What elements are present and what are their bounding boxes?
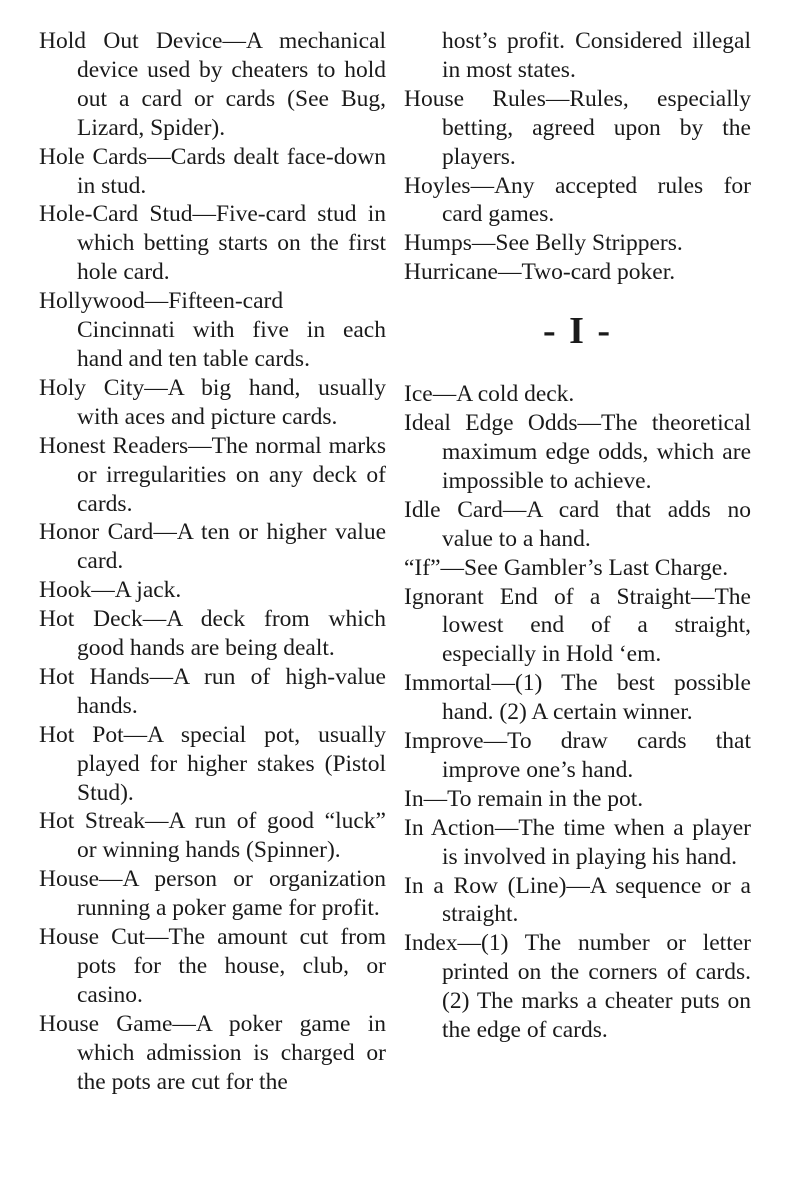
entry-definition: A poker game in which admission is charged or the pots are cut for the bbox=[77, 1010, 386, 1095]
entry-definition: A ten or higher value card. bbox=[77, 519, 386, 575]
glossary-entry bbox=[404, 409, 751, 496]
entry-term: Index bbox=[404, 930, 458, 957]
glossary-entry bbox=[404, 554, 751, 583]
glossary-entry bbox=[39, 663, 386, 721]
continued-definition bbox=[404, 27, 751, 85]
entry-term: Hole Cards bbox=[39, 143, 148, 170]
entry-term: Hot Deck bbox=[39, 606, 143, 633]
glossary-entry bbox=[39, 143, 386, 201]
entry-definition: A jack. bbox=[114, 577, 182, 604]
glossary-entry bbox=[39, 518, 386, 576]
entry-term: Hurricane bbox=[404, 259, 498, 286]
entry-definition: Five-card stud in which betting starts on the first hole card. bbox=[77, 201, 386, 286]
em-dash: — bbox=[142, 606, 167, 633]
glossary-entry bbox=[404, 583, 751, 670]
entry-definition: The time when a player is involved in playing his hand. bbox=[442, 814, 751, 870]
glossary-entry bbox=[404, 172, 751, 230]
em-dash: — bbox=[545, 85, 570, 112]
entry-term: House Cut bbox=[39, 924, 146, 951]
entry-definition: (1) The best possible hand. (2) A certain winner. bbox=[442, 670, 751, 726]
entry-definition: A sequence or a straight. bbox=[442, 872, 751, 928]
entry-definition: A deck from which good hands are being dealt. bbox=[77, 606, 386, 662]
em-dash: — bbox=[471, 230, 496, 257]
em-dash: — bbox=[470, 172, 495, 199]
entry-definition: (1) The number or letter printed on the corners of cards. (2) The marks a cheater puts on the edge of cards. bbox=[442, 930, 751, 1044]
entry-term: Immortal bbox=[404, 670, 492, 697]
em-dash: — bbox=[497, 259, 522, 286]
entry-definition: Fifteen-card Cincinnati with five in each hand and ten table cards. bbox=[77, 288, 386, 372]
entry-term: Hollywood bbox=[39, 288, 145, 315]
continued-text: host’s profit. Considered illegal in most states. bbox=[442, 28, 751, 83]
entry-definition: A card that adds no value to a hand. bbox=[442, 496, 751, 552]
em-dash: — bbox=[483, 728, 508, 755]
em-dash: — bbox=[566, 872, 590, 899]
entry-definition: See Gambler’s Last Charge. bbox=[464, 554, 729, 581]
glossary-entry bbox=[39, 287, 386, 374]
em-dash: — bbox=[577, 410, 601, 437]
glossary-entry bbox=[404, 929, 751, 1045]
glossary-entry bbox=[39, 374, 386, 432]
entry-definition: The theoretical maximum edge odds, which are impossible to achieve. bbox=[442, 410, 751, 494]
glossary-entry bbox=[39, 923, 386, 1010]
entry-term: House Rules bbox=[404, 85, 546, 112]
entry-definition: The lowest end of a straight, especially in Hold ‘em. bbox=[442, 583, 751, 668]
entry-term: House bbox=[39, 866, 100, 893]
em-dash: — bbox=[144, 808, 169, 835]
section-heading-i: - I - bbox=[542, 310, 613, 353]
entry-definition: A person or organization running a poker game for profit. bbox=[77, 866, 386, 922]
entry-definition: A special pot, usually played for higher stakes (Pistol Stud). bbox=[77, 721, 386, 806]
entry-definition: Any accepted rules for card games. bbox=[442, 172, 751, 228]
em-dash: — bbox=[192, 201, 217, 228]
entry-term: Holy City bbox=[39, 374, 145, 401]
em-dash: — bbox=[457, 930, 482, 957]
glossary-entry bbox=[404, 669, 751, 727]
entry-definition: A run of good “luck” or winning hands (Spinner). bbox=[77, 808, 386, 864]
glossary-entry bbox=[404, 85, 751, 172]
em-dash: — bbox=[502, 496, 527, 523]
glossary-entry bbox=[404, 785, 751, 814]
entry-definition: To remain in the pot. bbox=[447, 785, 644, 812]
entry-term: In bbox=[404, 785, 424, 812]
em-dash: — bbox=[147, 143, 171, 170]
em-dash: — bbox=[144, 288, 169, 315]
glossary-entry bbox=[39, 27, 386, 143]
entry-term: Hot Pot bbox=[39, 721, 124, 748]
glossary-entry bbox=[404, 727, 751, 785]
entry-term: Hoyles bbox=[404, 172, 471, 199]
entry-definition: A run of high-value hands. bbox=[77, 663, 386, 719]
right-column bbox=[404, 27, 751, 1045]
entry-term: Hook bbox=[39, 577, 92, 604]
entry-term: Hot Hands bbox=[39, 663, 150, 690]
entry-term: Honor Card bbox=[39, 519, 154, 546]
entry-term: Hold Out Device bbox=[39, 28, 223, 54]
em-dash: — bbox=[440, 554, 465, 581]
entry-definition: The amount cut from pots for the house, club, or casino. bbox=[77, 924, 387, 1008]
em-dash: — bbox=[99, 866, 123, 893]
glossary-entry bbox=[39, 605, 386, 663]
em-dash: — bbox=[149, 663, 174, 690]
em-dash: — bbox=[144, 374, 168, 401]
entry-definition: To draw cards that improve one’s hand. bbox=[442, 728, 751, 783]
entry-term: Humps bbox=[404, 230, 472, 257]
entry-term: In a Row (Line) bbox=[404, 872, 567, 899]
glossary-entry bbox=[39, 200, 386, 287]
entry-term: Ideal Edge Odds bbox=[404, 410, 578, 437]
entry-definition: The normal marks or irregularities on any deck of cards. bbox=[77, 432, 387, 517]
glossary-entry bbox=[404, 380, 751, 409]
glossary-entry bbox=[404, 229, 751, 258]
em-dash: — bbox=[494, 814, 519, 841]
entry-term: Hole-Card Stud bbox=[39, 201, 193, 228]
glossary-entry bbox=[404, 814, 751, 872]
entry-definition: Rules, especially betting, agreed upon by the players. bbox=[442, 85, 751, 170]
glossary-entry bbox=[39, 1010, 386, 1097]
em-dash: — bbox=[153, 519, 177, 546]
glossary-entry bbox=[39, 807, 386, 865]
entry-term: “If” bbox=[404, 554, 441, 581]
glossary-entry bbox=[404, 496, 751, 554]
em-dash: — bbox=[145, 924, 169, 951]
glossary-entry bbox=[39, 865, 386, 923]
entry-term: Improve bbox=[404, 728, 484, 755]
em-dash: — bbox=[188, 432, 212, 459]
entry-term: Idle Card bbox=[404, 496, 503, 523]
entry-definition: A big hand, usually with aces and picture cards. bbox=[77, 374, 386, 430]
em-dash: — bbox=[172, 1010, 196, 1037]
entry-term: Honest Readers bbox=[39, 432, 189, 459]
em-dash: — bbox=[432, 381, 457, 408]
entry-term: In Action bbox=[404, 814, 495, 841]
entry-term: Ignorant End of a Straight bbox=[404, 583, 691, 610]
glossary-entry bbox=[404, 258, 751, 287]
entry-term: House Game bbox=[39, 1010, 173, 1037]
glossary-entry bbox=[39, 432, 386, 519]
entry-definition: Two-card poker. bbox=[521, 259, 676, 286]
em-dash: — bbox=[690, 583, 715, 610]
entry-term: Ice bbox=[404, 381, 433, 408]
em-dash: — bbox=[123, 721, 148, 748]
em-dash: — bbox=[91, 577, 115, 604]
glossary-entry bbox=[39, 576, 386, 605]
entry-definition: A mechanical device used by cheaters to hold out a card or cards (See Bug, Lizard, Spider). bbox=[77, 28, 386, 141]
entry-definition: See Belly Strippers. bbox=[495, 230, 683, 257]
em-dash: — bbox=[222, 28, 246, 54]
entry-term: Hot Streak bbox=[39, 808, 145, 835]
em-dash: — bbox=[423, 785, 448, 812]
entry-definition: A cold deck. bbox=[456, 381, 575, 408]
em-dash: — bbox=[491, 670, 515, 697]
glossary-entry bbox=[39, 721, 386, 808]
glossary-entry bbox=[404, 872, 751, 930]
entry-definition: Cards dealt face-down in stud. bbox=[77, 143, 386, 199]
left-column bbox=[39, 27, 386, 1097]
